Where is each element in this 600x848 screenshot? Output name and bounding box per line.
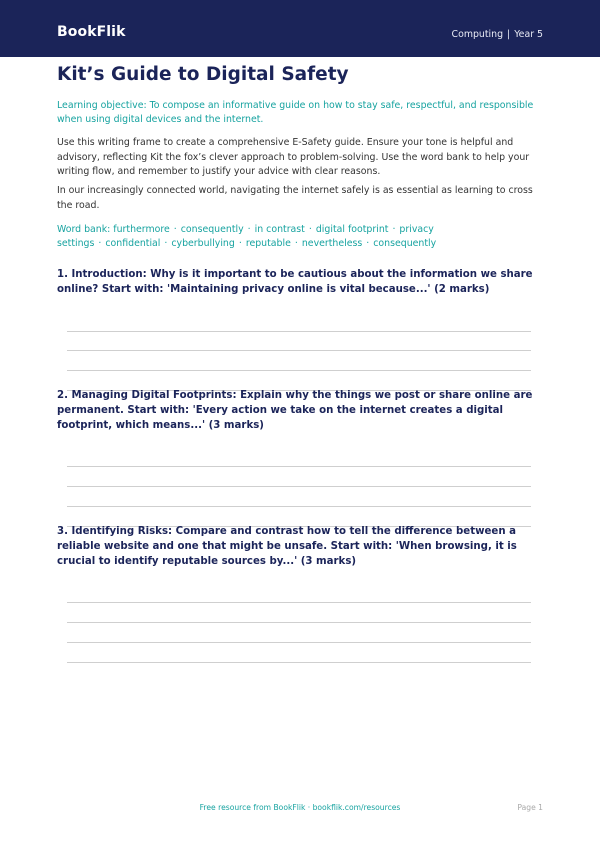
question-1: 1. Introduction: Why is it important to be cautious about the information we share online? Start with: 'Maintaining privacy online is vital because...' (2 marks) [57, 269, 533, 295]
word-bank-label: Word bank: [57, 224, 111, 235]
word-bank-word: digital footprint · [315, 224, 396, 235]
footer-credit: Free resource from BookFlik · bookflik.com/resources [199, 803, 401, 812]
word-bank-word: furthermore · [113, 224, 177, 235]
question-2: 2. Managing Digital Footprints: Explain why the things we post or share online are permanent. Start with: 'Every action we take on the internet creates a digital footprint, which means...' (3 marks) [57, 390, 533, 431]
year-label: Year 5 [514, 29, 543, 40]
answer-line[interactable] [67, 466, 531, 467]
answer-line[interactable] [67, 350, 531, 351]
header-meta [452, 29, 543, 40]
answer-line[interactable] [67, 602, 531, 603]
answer-line[interactable] [67, 506, 531, 507]
answer-line[interactable] [67, 331, 531, 332]
word-bank-word: confidential · [105, 238, 168, 249]
question-3: 3. Identifying Risks: Compare and contrast how to tell the difference between a reliable website and one that might be unsafe. Start with: 'When browsing, it is crucial to identify reputable sources by...' (3 marks) [57, 526, 517, 567]
subject-label: Computing [451, 29, 504, 40]
word-bank-word: cyberbullying · [171, 238, 242, 249]
answer-line[interactable] [67, 622, 531, 623]
brand-logo: BookFlik [57, 24, 126, 40]
page-header [0, 0, 600, 57]
word-bank-word: consequently [373, 238, 437, 249]
answer-line[interactable] [67, 662, 531, 663]
learning-objective: Learning objective: To compose an informative guide on how to stay safe, respectful, and responsible when using digital devices and the internet. [57, 100, 534, 125]
instructions-paragraph: Use this writing frame to create a comprehensive E-Safety guide. Ensure your tone is helpful and advisory, reflecting Kit the fox’s clever approach to problem-solving. Use the word bank to help your writing flow, and remember to justify your advice with clear reasons. [57, 137, 530, 177]
page-title: Kit’s Guide to Digital Safety [57, 64, 349, 85]
word-bank [57, 223, 547, 251]
word-bank-word: consequently · [180, 224, 251, 235]
answer-line[interactable] [67, 642, 531, 643]
page-number: Page 1 [517, 803, 543, 812]
word-bank-word: in contrast · [254, 224, 312, 235]
word-bank-word: nevertheless · [301, 238, 370, 249]
word-bank-word: reputable · [245, 238, 298, 249]
word-bank-word: privacy settings · [57, 224, 434, 249]
context-paragraph: In our increasingly connected world, navigating the internet safely is as essential as learning to cross the road. [57, 185, 533, 211]
answer-line[interactable] [67, 486, 531, 487]
answer-line[interactable] [67, 370, 531, 371]
header-separator: | [507, 29, 511, 40]
